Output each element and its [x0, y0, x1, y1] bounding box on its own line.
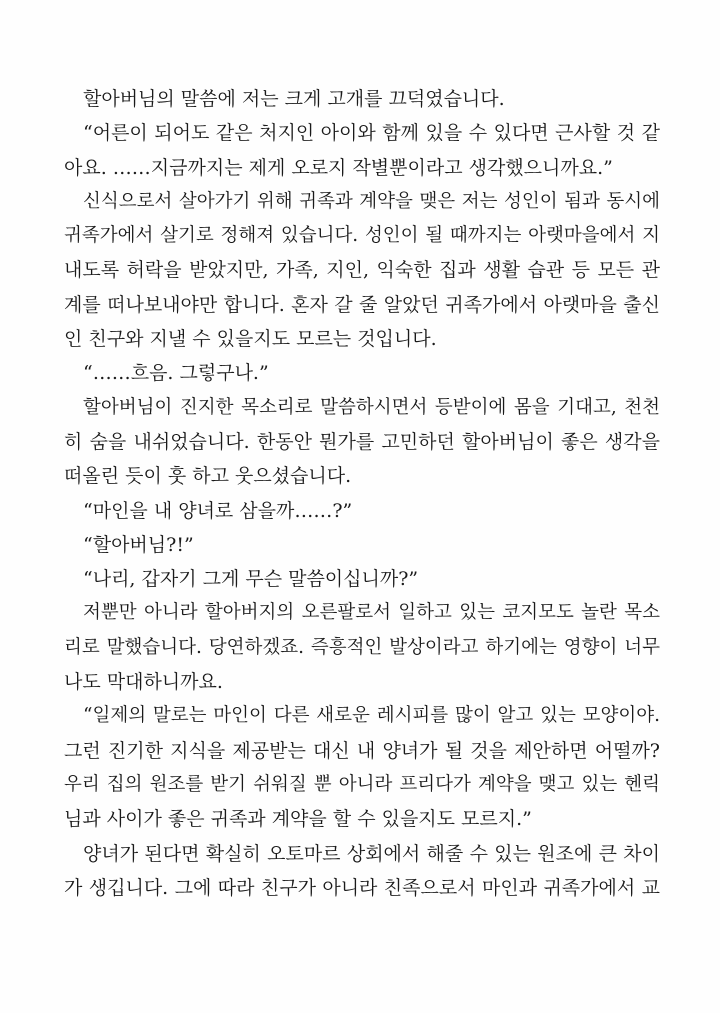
paragraph-line: 신식으로서 살아가기 위해 귀족과 계약을 맺은 저는 성인이 됨과 동시에: [83, 190, 660, 212]
paragraph-line: 귀족가에서 살기로 정해져 있습니다. 성인이 될 때까지는 아랫마을에서 지: [64, 225, 660, 247]
paragraph-line: 리로 말했습니다. 당연하겠죠. 즉흥적인 발상이라고 하기에는 영향이 너무: [64, 636, 660, 658]
paragraph-line: 히 숨을 내쉬었습니다. 한동안 뭔가를 고민하던 할아버님이 좋은 생각을: [64, 430, 660, 453]
paragraph-line: 할아버님이 진지한 목소리로 말씀하시면서 등받이에 몸을 기대고, 천천: [83, 396, 660, 418]
paragraph-line: 떠올린 듯이 훗 하고 웃으셨습니다.: [64, 465, 352, 488]
paragraph-line: 저뿐만 아니라 할아버지의 오른팔로서 일하고 있는 코지모도 놀란 목소: [83, 602, 660, 624]
paragraph-line: 인 친구와 지낼 수 있을지도 모르는 것입니다.: [64, 328, 437, 351]
paragraph-line: 우리 집의 원조를 받기 쉬워질 뿐 아니라 프리다가 계약을 맺고 있는 헨릭: [64, 773, 660, 795]
paragraph-line: “마인을 내 양녀로 삼을까……?”: [83, 499, 353, 522]
paragraph-line: “일제의 말로는 마인이 다른 새로운 레시피를 많이 알고 있는 모양이야.: [83, 705, 660, 727]
paragraph-line: 양녀가 된다면 확실히 오토마르 상회에서 해줄 수 있는 원조에 큰 차이: [83, 842, 660, 865]
body-text: [64, 82, 660, 905]
paragraph-line: 그런 진기한 지식을 제공받는 대신 내 양녀가 될 것을 제안하면 어떨까?: [64, 739, 660, 762]
paragraph-line: 가 생깁니다. 그에 따라 친구가 아니라 친족으로서 마인과 귀족가에서 교: [64, 876, 660, 899]
paragraph-line: 할아버님의 말씀에 저는 크게 고개를 끄덕였습니다.: [83, 88, 505, 110]
paragraph-line: “나리, 갑자기 그게 무슨 말씀이십니까?”: [83, 568, 419, 591]
paragraph-line: “할아버님?!”: [83, 533, 194, 556]
paragraph-line: 내도록 허락을 받았지만, 가족, 지인, 익숙한 집과 생활 습관 등 모든 관: [64, 259, 660, 282]
paragraph-line: “……흐음. 그렇구나.”: [83, 362, 269, 385]
paragraph-line: 님과 사이가 좋은 귀족과 계약을 할 수 있을지도 모르지.”: [64, 808, 532, 831]
paragraph-line: 계를 떠나보내야만 합니다. 혼자 갈 줄 알았던 귀족가에서 아랫마을 출신: [64, 293, 660, 316]
paragraph-line: 나도 막대하니까요.: [64, 671, 223, 694]
paragraph-line: 아요. ……지금까지는 제게 오로지 작별뿐이라고 생각했으니까요.”: [64, 156, 613, 179]
paragraph-line: “어른이 되어도 같은 처지인 아이와 함께 있을 수 있다면 근사할 것 같: [83, 122, 660, 145]
